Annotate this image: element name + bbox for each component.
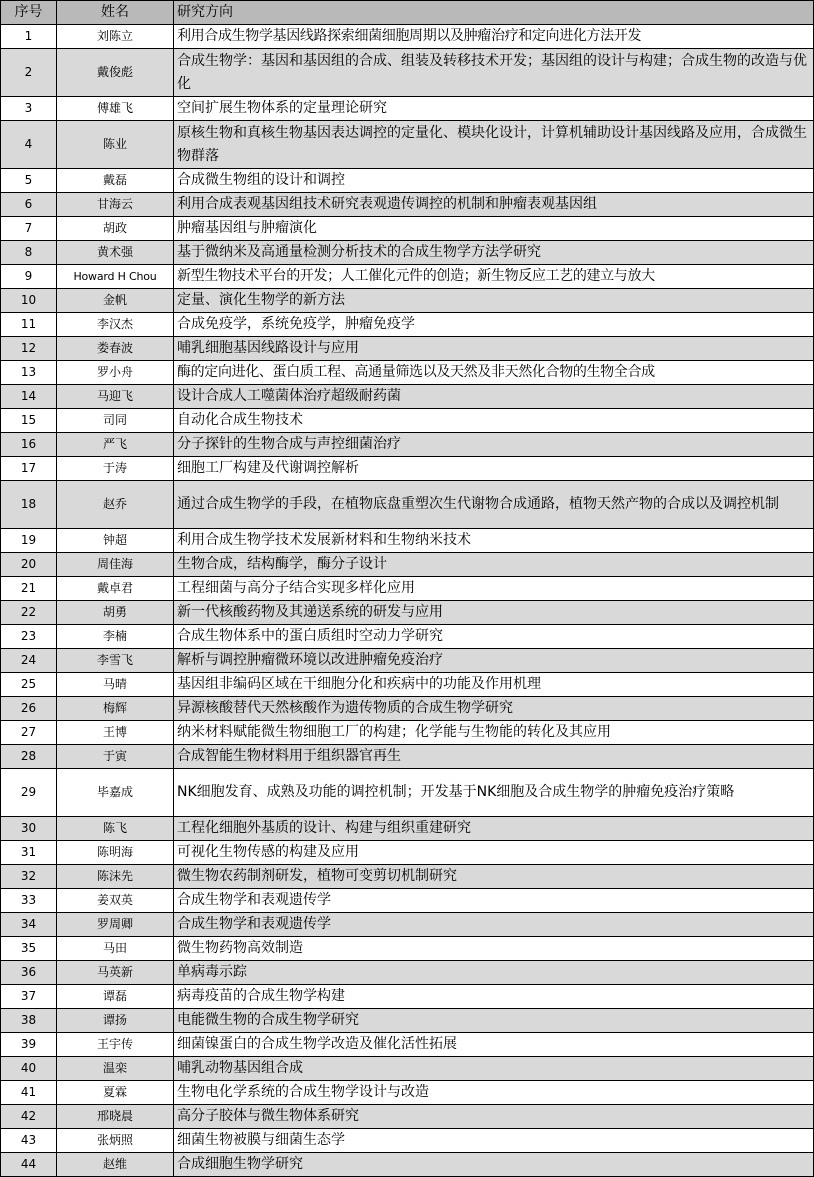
table-row	[1, 25, 814, 49]
row-name: 马晴	[57, 673, 174, 697]
table-row	[1, 1057, 814, 1081]
table-row	[1, 937, 814, 961]
row-name: 王博	[57, 721, 174, 745]
row-number: 28	[1, 745, 57, 769]
row-name: 温栾	[57, 1057, 174, 1081]
row-direction: 哺乳动物基因组合成	[174, 1057, 814, 1081]
table-row	[1, 841, 814, 865]
table-row	[1, 1033, 814, 1057]
row-direction: 纳米材料赋能微生物细胞工厂的构建；化学能与生物能的转化及其应用	[174, 721, 814, 745]
row-number: 24	[1, 649, 57, 673]
row-direction: 哺乳细胞基因线路设计与应用	[174, 337, 814, 361]
table-body	[1, 25, 814, 1177]
table-row	[1, 721, 814, 745]
table-header-row	[1, 1, 814, 25]
row-name: 周佳海	[57, 553, 174, 577]
row-direction: 合成智能生物材料用于组织器官再生	[174, 745, 814, 769]
row-direction: 合成生物学：基因和基因组的合成、组装及转移技术开发；基因组的设计与构建；合成生物的改造与优化	[174, 49, 814, 97]
row-number: 19	[1, 529, 57, 553]
row-direction: 利用合成表观基因组技术研究表观遗传调控的机制和肿瘤表观基因组	[174, 193, 814, 217]
row-name: 毕嘉成	[57, 769, 174, 817]
row-direction: 可视化生物传感的构建及应用	[174, 841, 814, 865]
row-number: 40	[1, 1057, 57, 1081]
table-row	[1, 193, 814, 217]
row-direction: 细菌镍蛋白的合成生物学改造及催化活性拓展	[174, 1033, 814, 1057]
table-row	[1, 385, 814, 409]
row-direction: 合成细胞生物学研究	[174, 1153, 814, 1177]
row-name: 胡勇	[57, 601, 174, 625]
row-name: 李楠	[57, 625, 174, 649]
row-number: 31	[1, 841, 57, 865]
table-row	[1, 1081, 814, 1105]
row-direction: 合成生物学和表观遗传学	[174, 889, 814, 913]
row-name: 邢晓晨	[57, 1105, 174, 1129]
row-name: 陈明海	[57, 841, 174, 865]
table-row	[1, 313, 814, 337]
row-name: 张炳照	[57, 1129, 174, 1153]
row-number: 21	[1, 577, 57, 601]
row-name: 马迎飞	[57, 385, 174, 409]
row-direction: 病毒疫苗的合成生物学构建	[174, 985, 814, 1009]
row-direction: 工程细菌与高分子结合实现多样化应用	[174, 577, 814, 601]
row-direction: 利用合成生物学技术发展新材料和生物纳米技术	[174, 529, 814, 553]
row-direction: 高分子胶体与微生物体系研究	[174, 1105, 814, 1129]
row-number: 34	[1, 913, 57, 937]
row-number: 23	[1, 625, 57, 649]
row-number: 35	[1, 937, 57, 961]
table-row	[1, 673, 814, 697]
row-number: 33	[1, 889, 57, 913]
table-row	[1, 121, 814, 169]
table-row	[1, 529, 814, 553]
row-direction: 通过合成生物学的手段，在植物底盘重塑次生代谢物合成通路，植物天然产物的合成以及调控机制	[174, 481, 814, 529]
table-row	[1, 625, 814, 649]
table-row	[1, 289, 814, 313]
row-number: 42	[1, 1105, 57, 1129]
row-direction: 原核生物和真核生物基因表达调控的定量化、模块化设计，计算机辅助设计基因线路及应用，合成微生物群落	[174, 121, 814, 169]
row-direction: 分子探针的生物合成与声控细菌治疗	[174, 433, 814, 457]
row-number: 25	[1, 673, 57, 697]
table-row	[1, 985, 814, 1009]
table-row	[1, 745, 814, 769]
row-direction: 生物电化学系统的合成生物学设计与改造	[174, 1081, 814, 1105]
row-number: 39	[1, 1033, 57, 1057]
table-row	[1, 433, 814, 457]
row-name: 于寅	[57, 745, 174, 769]
row-number: 7	[1, 217, 57, 241]
header-number: 序号	[1, 1, 57, 25]
row-name: 戴磊	[57, 169, 174, 193]
table-row	[1, 49, 814, 97]
table-row	[1, 265, 814, 289]
row-direction: 电能微生物的合成生物学研究	[174, 1009, 814, 1033]
table-row	[1, 601, 814, 625]
row-name: 陈飞	[57, 817, 174, 841]
row-number: 16	[1, 433, 57, 457]
row-number: 44	[1, 1153, 57, 1177]
row-direction: 合成免疫学，系统免疫学，肿瘤免疫学	[174, 313, 814, 337]
row-number: 12	[1, 337, 57, 361]
row-number: 10	[1, 289, 57, 313]
row-number: 14	[1, 385, 57, 409]
row-direction: 新一代核酸药物及其递送系统的研发与应用	[174, 601, 814, 625]
table-row	[1, 457, 814, 481]
table-row	[1, 217, 814, 241]
row-name: 金帆	[57, 289, 174, 313]
header-direction: 研究方向	[174, 1, 814, 25]
row-name: 王宇传	[57, 1033, 174, 1057]
row-direction: 定量、演化生物学的新方法	[174, 289, 814, 313]
row-direction: 异源核酸替代天然核酸作为遗传物质的合成生物学研究	[174, 697, 814, 721]
table-row	[1, 409, 814, 433]
row-direction: 基因组非编码区域在干细胞分化和疾病中的功能及作用机理	[174, 673, 814, 697]
row-name: 刘陈立	[57, 25, 174, 49]
row-direction: 新型生物技术平台的开发；人工催化元件的创造；新生物反应工艺的建立与放大	[174, 265, 814, 289]
row-number: 36	[1, 961, 57, 985]
row-direction: NK细胞发育、成熟及功能的调控机制；开发基于NK细胞及合成生物学的肿瘤免疫治疗策略	[174, 769, 814, 817]
row-direction: 细胞工厂构建及代谢调控解析	[174, 457, 814, 481]
table-row	[1, 817, 814, 841]
row-name: 傅雄飞	[57, 97, 174, 121]
row-number: 2	[1, 49, 57, 97]
row-number: 37	[1, 985, 57, 1009]
row-direction: 微生物药物高效制造	[174, 937, 814, 961]
row-number: 38	[1, 1009, 57, 1033]
table-row	[1, 361, 814, 385]
row-number: 43	[1, 1129, 57, 1153]
row-number: 3	[1, 97, 57, 121]
row-number: 22	[1, 601, 57, 625]
row-number: 41	[1, 1081, 57, 1105]
row-name: 梅辉	[57, 697, 174, 721]
row-name: 甘海云	[57, 193, 174, 217]
table-row	[1, 961, 814, 985]
row-number: 17	[1, 457, 57, 481]
row-direction: 单病毒示踪	[174, 961, 814, 985]
row-name: 罗小舟	[57, 361, 174, 385]
table-row	[1, 913, 814, 937]
row-direction: 合成生物学和表观遗传学	[174, 913, 814, 937]
row-number: 18	[1, 481, 57, 529]
row-direction: 肿瘤基因组与肿瘤演化	[174, 217, 814, 241]
row-direction: 解析与调控肿瘤微环境以改进肿瘤免疫治疗	[174, 649, 814, 673]
row-direction: 工程化细胞外基质的设计、构建与组织重建研究	[174, 817, 814, 841]
row-number: 20	[1, 553, 57, 577]
row-name: 夏霖	[57, 1081, 174, 1105]
table-row	[1, 889, 814, 913]
row-direction: 细菌生物被膜与细菌生态学	[174, 1129, 814, 1153]
row-number: 32	[1, 865, 57, 889]
table-row	[1, 577, 814, 601]
table-row	[1, 481, 814, 529]
row-name: 姜双英	[57, 889, 174, 913]
table-row	[1, 169, 814, 193]
table-row	[1, 865, 814, 889]
table-row	[1, 769, 814, 817]
row-number: 8	[1, 241, 57, 265]
row-name: 李雪飞	[57, 649, 174, 673]
row-number: 27	[1, 721, 57, 745]
row-direction: 基于微纳米及高通量检测分析技术的合成生物学方法学研究	[174, 241, 814, 265]
table-row	[1, 1009, 814, 1033]
row-name: 罗周卿	[57, 913, 174, 937]
table-row	[1, 697, 814, 721]
table-row	[1, 1129, 814, 1153]
row-direction: 酶的定向进化、蛋白质工程、高通量筛选以及天然及非天然化合物的生物全合成	[174, 361, 814, 385]
table-row	[1, 241, 814, 265]
row-direction: 设计合成人工噬菌体治疗超级耐药菌	[174, 385, 814, 409]
row-name: 娄春波	[57, 337, 174, 361]
row-direction: 利用合成生物学基因线路探索细菌细胞周期以及肿瘤治疗和定向进化方法开发	[174, 25, 814, 49]
row-number: 4	[1, 121, 57, 169]
row-name: 李汉杰	[57, 313, 174, 337]
row-name: 戴俊彪	[57, 49, 174, 97]
row-direction: 生物合成，结构酶学，酶分子设计	[174, 553, 814, 577]
row-name: 严飞	[57, 433, 174, 457]
row-direction: 自动化合成生物技术	[174, 409, 814, 433]
row-number: 29	[1, 769, 57, 817]
row-name: 马英新	[57, 961, 174, 985]
row-number: 11	[1, 313, 57, 337]
row-number: 1	[1, 25, 57, 49]
table-row	[1, 1105, 814, 1129]
header-name: 姓名	[57, 1, 174, 25]
row-number: 9	[1, 265, 57, 289]
table-row	[1, 337, 814, 361]
row-direction: 合成生物体系中的蛋白质组时空动力学研究	[174, 625, 814, 649]
row-name: 马田	[57, 937, 174, 961]
row-direction: 合成微生物组的设计和调控	[174, 169, 814, 193]
row-number: 13	[1, 361, 57, 385]
row-number: 6	[1, 193, 57, 217]
row-name: 赵维	[57, 1153, 174, 1177]
row-name: 于涛	[57, 457, 174, 481]
row-direction: 微生物农药制剂研发，植物可变剪切机制研究	[174, 865, 814, 889]
row-name: 陈业	[57, 121, 174, 169]
row-name: 钟超	[57, 529, 174, 553]
row-name: 戴卓君	[57, 577, 174, 601]
row-name: 胡政	[57, 217, 174, 241]
row-name: Howard H Chou	[57, 265, 174, 289]
row-name: 司同	[57, 409, 174, 433]
row-number: 30	[1, 817, 57, 841]
table-row	[1, 553, 814, 577]
row-number: 5	[1, 169, 57, 193]
row-name: 谭磊	[57, 985, 174, 1009]
table-row	[1, 1153, 814, 1177]
table-row	[1, 649, 814, 673]
table-row	[1, 97, 814, 121]
row-name: 谭扬	[57, 1009, 174, 1033]
row-name: 黄术强	[57, 241, 174, 265]
row-name: 赵乔	[57, 481, 174, 529]
row-name: 陈沫先	[57, 865, 174, 889]
row-number: 26	[1, 697, 57, 721]
row-number: 15	[1, 409, 57, 433]
row-direction: 空间扩展生物体系的定量理论研究	[174, 97, 814, 121]
